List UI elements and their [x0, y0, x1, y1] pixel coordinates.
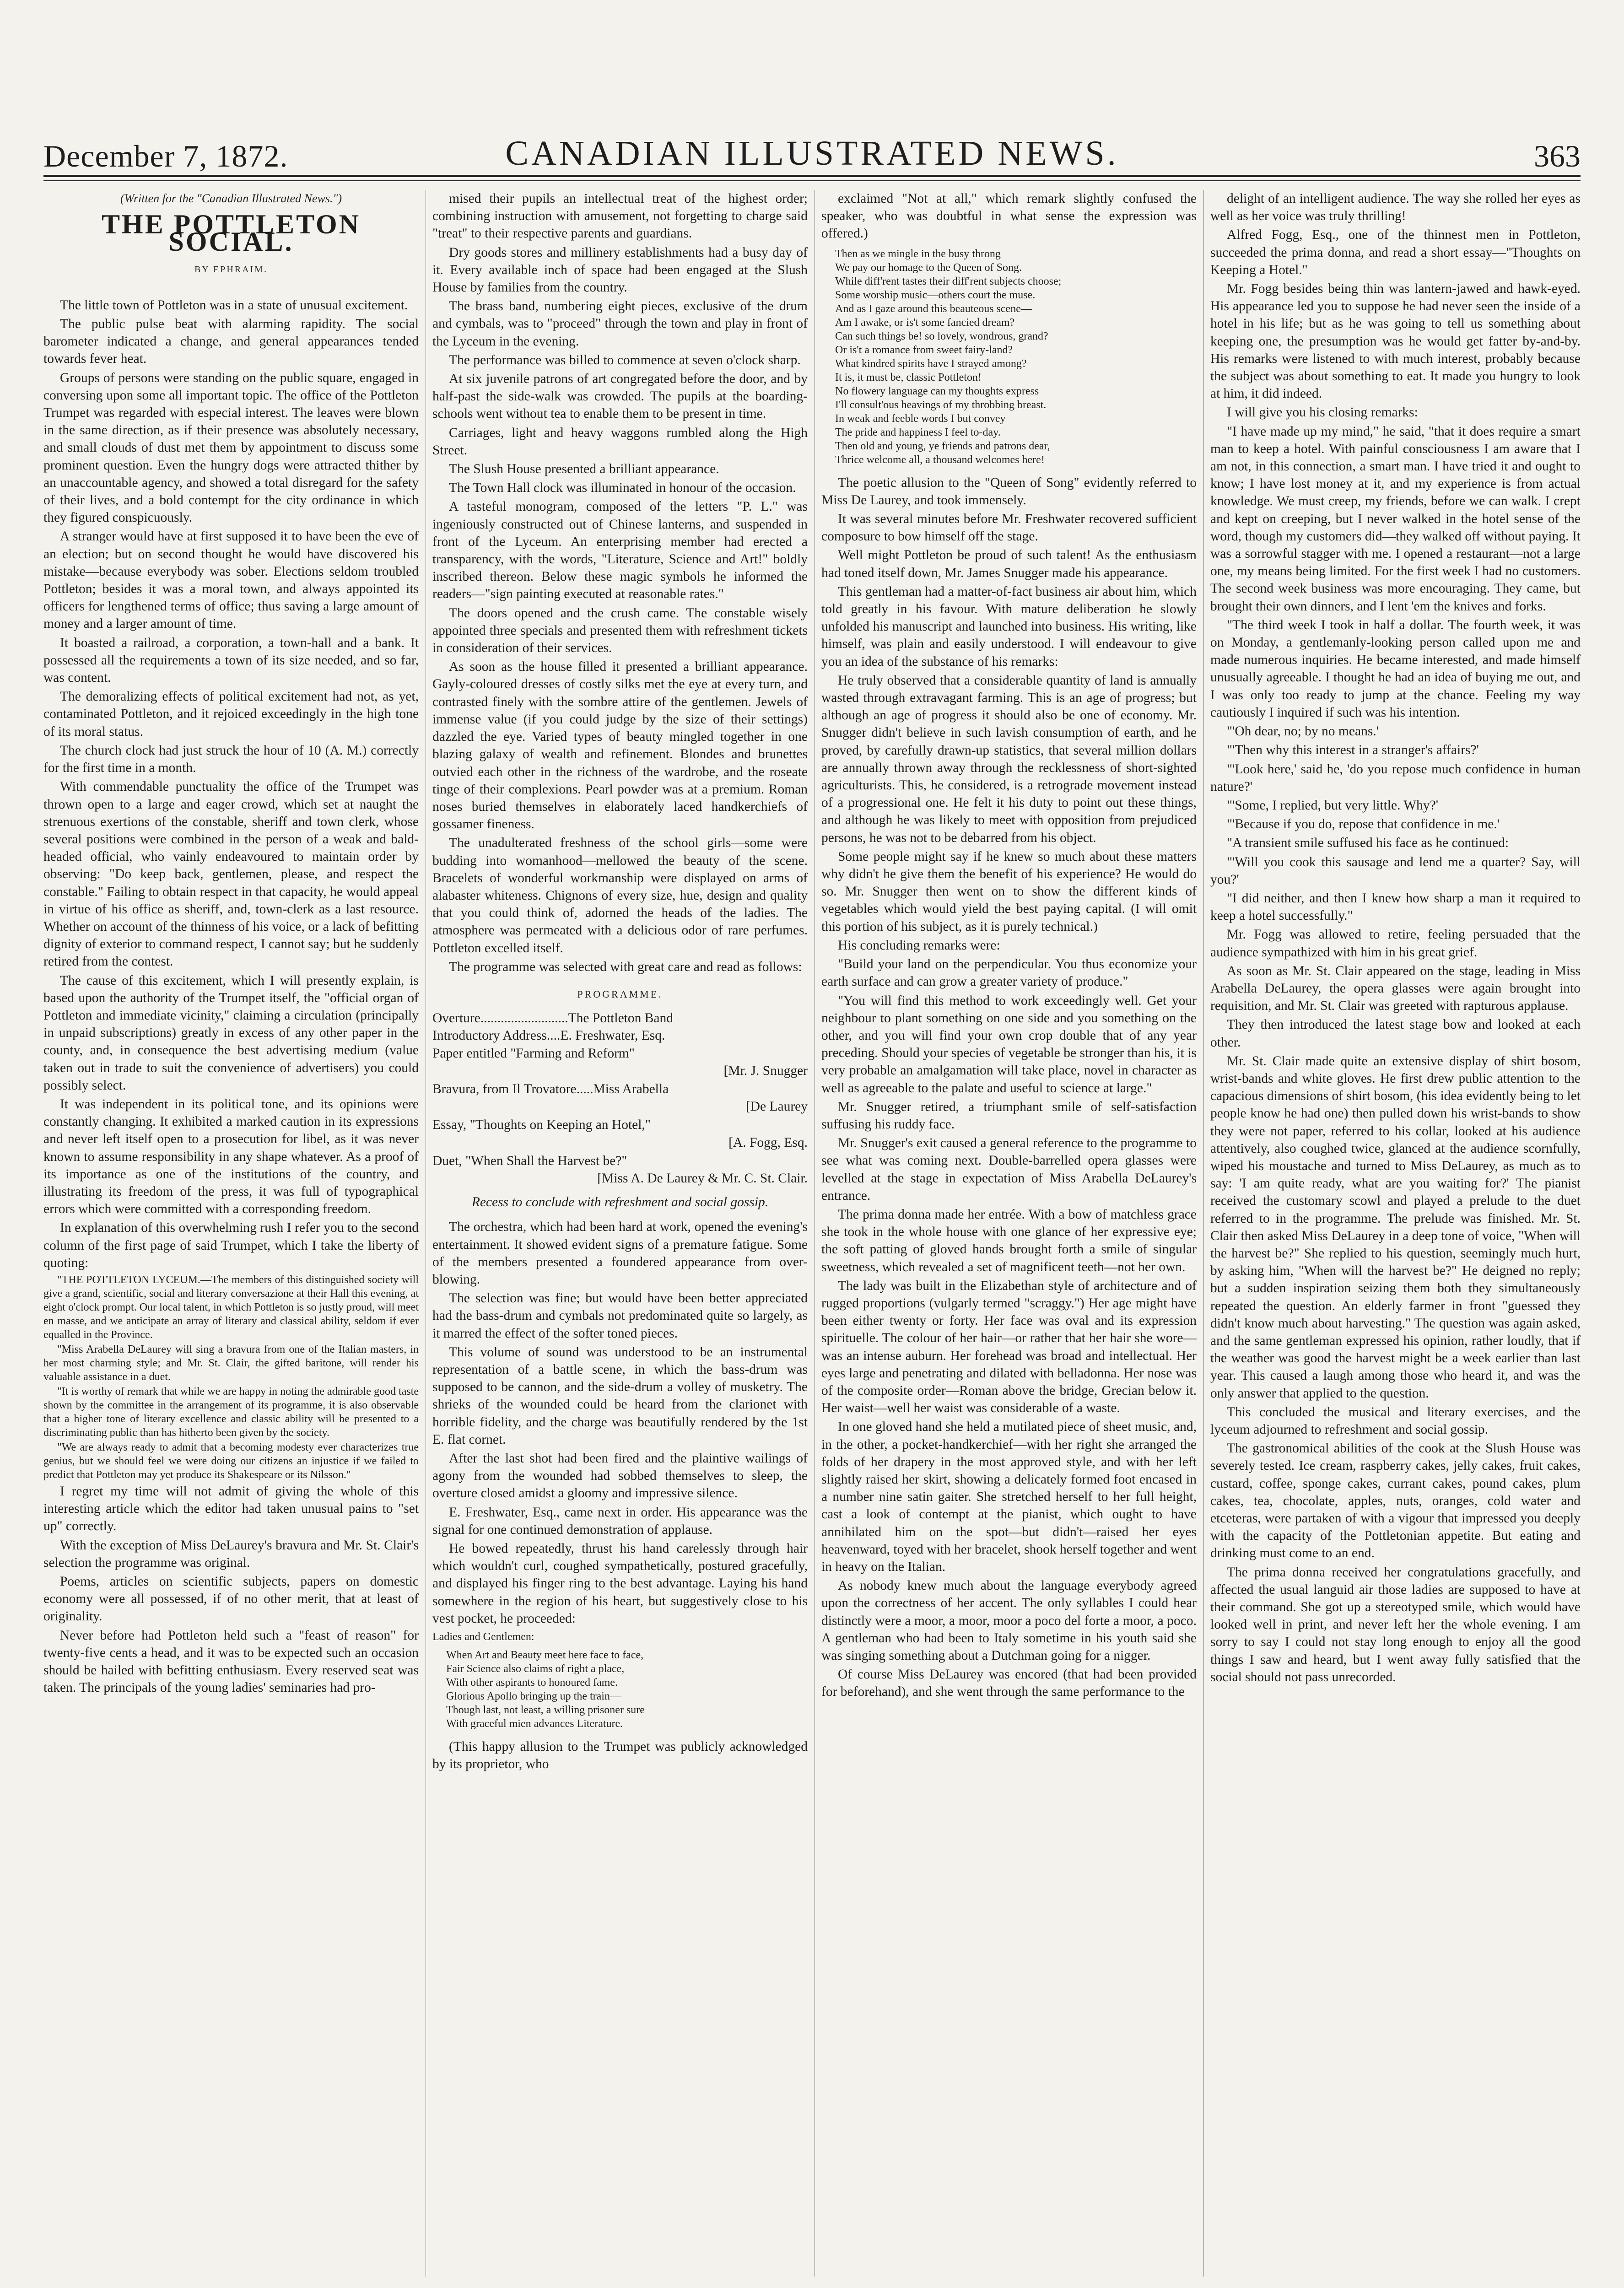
recess-note: Recess to conclude with refreshment and social gossip. [471, 1195, 769, 1210]
paragraph: The Slush House presented a brilliant appearance. [449, 462, 719, 477]
paragraph: With the exception of Miss DeLaurey's bravura and Mr. St. Clair's selection the programme was original. [43, 1538, 419, 1570]
paragraph: Dry goods stores and millinery establishments had a busy day of it. Every available inch of space had been engaged at the Slush House by families from the country. [432, 245, 808, 295]
paragraph: The lady was built in the Elizabethan style of architecture and of rugged proportions (vulgarly termed "scraggy.") Her age might have been either twenty or forty. Her face was oval and its expression spirituelle. The colour of her hair—or rather that her hair she wore—was an intense auburn. Her forehead was broad and intellectual. Her eyes large and penetrating and dilated with belladonna. Her nose was of the composite order—Roman above the bridge, Grecian below it. Her waist—well her waist was considerable of a waste. [821, 1278, 1197, 1416]
paragraph: Mr. Snugger's exit caused a general reference to the programme to see what was coming next. Double-barrelled opera glasses were levelled at the stage in expectation of Miss Arabella DeLaurey's entrance. [821, 1136, 1197, 1203]
verse-line: Thrice welcome all, a thousand welcomes here! [835, 453, 1045, 466]
paragraph: "'Oh dear, no; by no means.' [1227, 724, 1379, 739]
masthead [43, 134, 1581, 175]
paragraph: A tasteful monogram, composed of the letters "P. L." was ingeniously constructed out of Chinese lanterns, and suspended in front of the Lyceum. An enterprising member had erected a transparency, with the words, "Literature, Science and Art!" boldly inscribed thereon. Below these magic symbols he informed the readers—"sign painting executed at reasonable rates." [432, 499, 808, 602]
paragraph: "A transient smile suffused his face as he continued: [1227, 836, 1509, 851]
paragraph: The programme was selected with great care and read as follows: [449, 959, 802, 974]
page-number: 363 [1534, 139, 1581, 173]
programme-item: Paper entitled "Farming and Reform" [432, 1046, 635, 1061]
programme-item: Essay, "Thoughts on Keeping an Hotel," [432, 1117, 651, 1133]
paragraph-group [1210, 190, 1581, 1686]
paragraph: They then introduced the latest stage bow and looked at each other. [1210, 1017, 1581, 1050]
paragraph: He truly observed that a considerable quantity of land is annually wasted through extravagant farming. This is an age of progress; but although an age of progress it should also be one of economy. Mr. Snugger didn't believe in such lavish consumption of earth, and he proved, by carefully drawn-up statistics, that several million dollars are annually thrown away through the recklessness of short-sighted agriculturists. This, he considered, is a retrograde movement instead of a progressional one. He felt it his duty to point out these things, and although he was likely to meet with opposition from prejudiced persons, he was not to be debarred from his object. [821, 673, 1197, 845]
paragraph: The little town of Pottleton was in a state of unusual excitement. [60, 297, 408, 313]
paragraph: It was several minutes before Mr. Freshwater recovered sufficient composure to bow himself off the stage. [821, 512, 1197, 544]
paragraph: The gastronomical abilities of the cook at the Slush House was severely tested. Ice cream, raspberry cakes, jelly cakes, fruit cakes, custard, coffee, sponge cakes, currant cakes, pound cakes, plum cakes, tea, chocolate, apples, nuts, oranges, cold water and etceteras, were partaken of with a vigour that impressed you deeply with the capacity of the Pottletonian appetite. But eating and drinking must come to an end. [1210, 1441, 1581, 1561]
paragraph: I will give you his closing remarks: [1227, 405, 1418, 420]
paragraph: "'Look here,' said he, 'do you repose much confidence in human nature?' [1210, 761, 1581, 794]
quoted-paragraph: "THE POTTLETON LYCEUM.—The members of this distinguished society will give a grand, scientific, social and literary conversazione at their Hall this evening, at eight o'clock prompt. Our local talent, in which Pottleton is so justly proud, will meet en masse, and we anticipate an array of literary and classical ability, seldom if ever equalled in the Province. [43, 1274, 419, 1341]
paragraph: "I have made up my mind," he said, "that it does require a smart man to keep a hotel. With painful consciousness I am aware that I am not, in this connection, a smart man. I have tried it and ought to know; I have lost money at it, and my experience is from actual knowledge. We must creep, my friends, before we can walk. I crept and kept on creeping, but I never walked in the hotel sense of the word, though my customers did—they walked off without paying. It was a sorrowful stagger with me. I opened a restaurant—not a large one, my means being limited. For the first week I had no customers. The second week business was more encouraging. They came, but brought their own dinners, and I lent 'em the knives and forks. [1210, 424, 1581, 614]
verse-line: Some worship music—others court the muse. [835, 289, 1036, 301]
article-title: THE POTTLETON SOCIAL. [101, 209, 361, 257]
paragraph: Carriages, light and heavy waggons rumbled along the High Street. [432, 425, 808, 458]
paragraph: The public pulse beat with alarming rapidity. The social barometer indicated a change, and general appearances tended towards fever heat. [43, 317, 419, 367]
paragraph: In one gloved hand she held a mutilated piece of sheet music, and, in the other, a pocket-handkerchief—with her right she arranged the folds of her drapery in the most approved style, and with her left slightly raised her skirt, showing a delicately formed foot encased in a number nine satin gaiter. She stretched herself to her full height, cast a look of contempt at the pianist, which ought to have annihilated him on the spot—but didn't—raised her eyes heavenward, toyed with her bracelet, shook herself together and went in heavy on the Italian. [821, 1419, 1197, 1574]
paragraph: Mr. Fogg was allowed to retire, feeling persuaded that the audience sympathized with him in his great grief. [1210, 927, 1581, 960]
verse-line: I'll consult'ous heavings of my throbbing breast. [835, 399, 1047, 411]
verse-line: The pride and happiness I feel to-day. [835, 426, 1001, 438]
quoted-paragraph-group [43, 1273, 419, 1482]
paragraph: The Town Hall clock was illuminated in honour of the occasion. [449, 480, 796, 496]
paragraph: Of course Miss DeLaurey was encored (that had been provided for beforehand), and she went through the same performance to the [821, 1667, 1197, 1700]
column-divider [1203, 190, 1204, 2277]
paragraph: "'Some, I replied, but very little. Why?' [1227, 798, 1439, 813]
paragraph: Never before had Pottleton held such a "feast of reason" for twenty-five cents a head, and it was to be expected such an occasion should be hailed with befitting enthusiasm. Every reserved seat was taken. The principals of the young ladies' seminaries had pro- [43, 1628, 419, 1695]
programme-performer: [Miss A. De Laurey & Mr. C. St. Clair. [597, 1171, 808, 1186]
paragraph: After the last shot had been fired and the plaintive wailings of agony from the wounded had sobbed themselves to sleep, the overture closed amidst a gloomy and impressive silence. [432, 1451, 808, 1501]
paragraph: As nobody knew much about the language everybody agreed upon the correctness of her accent. The only syllables I could hear distinctly were a moor, a moor, moor a poco del forte a moor, a poco. A gentleman who had been to Italy sometime in his youth said she was singing something about a Dutchman going for a nigger. [821, 1578, 1197, 1663]
paragraph-group [432, 1218, 808, 1627]
verse-line: And as I gaze around this beauteous scene— [835, 302, 1032, 315]
paragraph-group [821, 190, 1197, 243]
paragraph: This volume of sound was understood to be an instrumental representation of a battle scene, in which the bass-drum was supposed to be cannon, and the side-drum a volley of musketry. The shrieks of the wounded could be heard from the clarionet with horrible fidelity, and the charge was beautifully rendered by the 1st E. flat cornet. [432, 1344, 808, 1447]
quoted-paragraph: "It is worthy of remark that while we are happy in noting the admirable good taste shown by the committee in the arrangement of its programme, it is also observable that a higher tone of literary excellence and classic ability will be presented to a discriminating public than has hitherto been given by the society. [43, 1385, 419, 1439]
paragraph: "Build your land on the perpendicular. You thus economize your earth surface and can grow a greater variety of produce." [821, 957, 1197, 989]
paragraph: He bowed repeatedly, thrust his hand carelessly through hair which wouldn't curl, coughed sympathetically, postured gracefully, and displayed his finger ring to the best advantage. Laying his hand somewhere in the region of his heart, but suggestively close to his vest pocket, he proceeded: [432, 1541, 808, 1626]
paragraph: Alfred Fogg, Esq., one of the thinnest men in Pottleton, succeeded the prima donna, and read a short essay—"Thoughts on Keeping a Hotel." [1210, 227, 1581, 277]
paragraph: exclaimed "Not at all," which remark slightly confused the speaker, who was doubtful in what sense the expression was offered.) [821, 191, 1197, 241]
paragraph-group [432, 190, 808, 976]
paragraph-group [43, 1483, 419, 1696]
paragraph: mised their pupils an intellectual treat of the highest order; combining instruction with amusement, not forgetting to charge said "treat" to their respective parents and guardians. [432, 191, 808, 241]
column-3 [821, 190, 1197, 2277]
column-2 [432, 190, 808, 2277]
verse-line: Though last, not least, a willing prisoner sure [446, 1704, 645, 1716]
verse-line: Or is't a romance from sweet fairy-land? [835, 344, 1013, 356]
paragraph: "'Then why this interest in a stranger's affairs?' [1227, 743, 1479, 758]
programme-item: Duet, "When Shall the Harvest be?" [432, 1153, 627, 1168]
programme-item: Bravura, from Il Trovatore.....Miss Arabella [432, 1081, 669, 1096]
paragraph: A stranger would have at first supposed it to have been the eve of an election; but on second thought he would have discovered his mistake—because everybody was sober. Elections seldom troubled Pottleton; besides it was a moral town, and always appointed its officers for lengthened terms of office; thus saving a large amount of money and a larger amount of time. [43, 529, 419, 631]
paragraph: This concluded the musical and literary exercises, and the lyceum adjourned to refreshment and social gossip. [1210, 1404, 1581, 1437]
verse-block [821, 247, 1197, 467]
paragraph: The orchestra, which had been hard at work, opened the evening's entertainment. It showed evident signs of a premature fatigue. Some of the members presented a foundered appearance from over-blowing. [432, 1220, 808, 1287]
paragraph: With commendable punctuality the office of the Trumpet was thrown open to a large and eager crowd, which set at naught the strenuous exertions of the constable, sheriff and town clerk, whose several positions were combined in the person of a weak and bald-headed official, who vainly endeavoured to maintain order by observing: "Do keep back, gentlemen, please, and respect the constable." Failing to obtain respect in that capacity, he would appeal in virtue of his office as sheriff, and, town-clerk as a last resource. Whether on account of the thinness of his voice, or a lack of befitting dignity of exterior to command respect, I cannot say; but he suddenly retired from the contest. [43, 779, 419, 969]
paragraph: This gentleman had a matter-of-fact business air about him, which told greatly in his favour. With mature deliberation he slowly unfolded his manuscript and launched into business. His writing, like himself, was plain and easily understood. I will endeavour to give you an idea of the substance of his remarks: [821, 584, 1197, 669]
paragraph: Mr. Snugger retired, a triumphant smile of self-satisfaction suffusing his ruddy face. [821, 1099, 1197, 1132]
verse-line: What kindred spirits have I strayed among? [835, 357, 1027, 370]
verse-line: In weak and feeble words I but convey [835, 412, 1006, 425]
paragraph-group [821, 474, 1197, 1701]
paragraph: Poems, articles on scientific subjects, papers on domestic economy were all possessed, if of no other merit, that at least of originality. [43, 1574, 419, 1624]
paragraph: The selection was fine; but would have been better appreciated had the bass-drum and cymbals not predominated quite so largely, as it marred the effect of the softer toned pieces. [432, 1291, 808, 1341]
paragraph: The church clock had just struck the hour of 10 (A. M.) correctly for the first time in a month. [43, 743, 419, 776]
paragraph: Mr. Fogg besides being thin was lantern-jawed and hawk-eyed. His appearance led you to suppose he had never seen the inside of a hotel in his life; but as he was going to tell us something about keeping one, the presumption was he would get fatter by-and-by. His remarks were listened to with much interest, probably because the subject was about something to eat. It made you hungry to look at him, it did indeed. [1210, 281, 1581, 401]
paragraph: As soon as Mr. St. Clair appeared on the stage, leading in Miss Arabella DeLaurey, the opera glasses were again brought into requisition, and Mr. St. Clair was greeted with rapturous applause. [1210, 963, 1581, 1014]
verse-line: It is, it must be, classic Pottleton! [835, 371, 982, 383]
paragraph: The prima donna made her entrée. With a bow of matchless grace she took in the whole house with one glance of her expressive eye; the soft patting of gloved hands brought forth a smile of singular sweetness, which revealed a set of magnificent teeth—not her own. [821, 1207, 1197, 1274]
verse-line: Glorious Apollo bringing up the train— [446, 1690, 621, 1703]
paragraph: The performance was billed to commence at seven o'clock sharp. [449, 352, 801, 367]
paragraph: "I did neither, and then I knew how sharp a man it required to keep a hotel successfully." [1210, 890, 1581, 923]
paragraph: As soon as the house filled it presented a brilliant appearance. Gayly-coloured dresses of costly silks met the eye at every turn, and contrasted finely with the sombre attire of the gentlemen. Jewels of immense value (if you could judge by the size of their settings) dazzled the eye. Varied types of beauty mingled together in one blazing galaxy of wealth and refinement. Blondes and brunettes outvied each other in the richness of the wardrobe, and the roseate tinge of their complexions. Pearl powder was at a premium. Roman noses buried themselves in elaborately laced handkerchiefs of gossamer fineness. [432, 659, 808, 832]
paragraph: "'Because if you do, repose that confidence in me.' [1227, 817, 1500, 832]
programme-performer: [Mr. J. Snugger [723, 1063, 808, 1078]
paragraph: His concluding remarks were: [838, 938, 1000, 953]
paragraph: delight of an intelligent audience. The way she rolled her eyes as well as her voice was truly thrilling! [1210, 191, 1581, 224]
masthead-rule-thin [43, 180, 1581, 181]
paragraph: The unadulterated freshness of the school girls—some were budding into womanhood—mellowed the beauty of the scene. Bracelets of wonderful workmanship were displayed on arms of alabaster whiteness. Chignons of every size, hue, design and quality that you could think of, adorned the heads of the ladies. The atmosphere was permeated with a delicious odor of rare perfumes. Pottleton excelled itself. [432, 836, 808, 955]
paragraph: The poetic allusion to the "Queen of Song" evidently referred to Miss De Laurey, and took immensely. [821, 475, 1197, 507]
quoted-paragraph: "We are always ready to admit that a becoming modesty ever characterizes true genius, but we should feel we were doing our citizens an injustice if we failed to predict that Pottleton may yet produce its Shakespeare or its Nilsson." [43, 1441, 419, 1481]
paragraph: In explanation of this overwhelming rush I refer you to the second column of the first page of said Trumpet, which I take the liberty of quoting: [43, 1220, 419, 1270]
paragraph: (This happy allusion to the Trumpet was publicly acknowledged by its proprietor, who [432, 1739, 808, 1772]
verse-line: Then as we mingle in the busy throng [835, 248, 1001, 260]
paragraph-group [43, 297, 419, 1272]
paragraph: The prima donna received her congratulations gracefully, and affected the usual languid air those ladies are supposed to have at their command. She got up a stereotyped smile, which would have looked well in print, and never left her the whole evening. I am sorry to say I could not stay long enough to enjoy all the good things I saw and heard, but I went away fully satisfied that the social should not pass unrecorded. [1210, 1565, 1581, 1684]
programme-performer: [A. Fogg, Esq. [728, 1135, 808, 1150]
paragraph-group [432, 1738, 808, 1773]
quoted-paragraph: "Miss Arabella DeLaurey will sing a bravura from one of the Italian masters, in her most charming style; and Mr. St. Clair, the gifted baritone, will render his valuable assistance in a duet. [43, 1343, 419, 1383]
paragraph: "The third week I took in half a dollar. The fourth week, it was on Monday, a gentlemanly-looking person called upon me and made numerous inquiries. He became interested, and made himself unusually agreeable. I thought he had an idea of buying me out, and I was only too ready to jump at the chance. Feeling my way cautiously I inquired if such was his intention. [1210, 617, 1581, 720]
paragraph: The cause of this excitement, which I will presently explain, is based upon the authority of the Trumpet itself, the "official organ of Pottleton and immediate vicinity," claiming a circulation (principally in unpaid subscriptions) greatly in excess of any other paper in the county, and, in consequence the best advertising medium (value taken out in trade to suit the convenience of advertisers) you could possibly select. [43, 973, 419, 1093]
paragraph: Mr. St. Clair made quite an extensive display of shirt bosom, wrist-bands and white gloves. He first drew public attention to the capacious dimensions of shirt bosom, (his idea evidently being to let people know he had one) then pulled down his wrist-bands to show they were not paper, referred to his collar, looked at his audience attentively, also coughed twice, glanced at the audience scornfully, wiped his moustache and turned to Miss DeLaurey, as much as to say: 'I am quite ready, what are you waiting for?' The pianist received the customary scowl and played a prelude to the duet referred to in the programme. The prelude was finished. Mr. St. Clair then asked Miss DeLaurey in a deep tone of voice, "When will the harvest be?" She replied to his question, seemingly much hurt, by asking him, "When will the harvest be?" He deigned no reply; but a sudden inspiration seizing them both they simultaneously repeated the question. An elderly farmer in front "guessed they didn't know much about harvesting." The question was again asked, and the same gentleman expressed his opinion, rather loudly, that if the weather was good the harvest might be a week earlier than last year. This caused a laugh among those who heard it, and was the only answer that applied to the question. [1210, 1053, 1581, 1401]
programme-performer: [De Laurey [745, 1099, 808, 1114]
verse-block [432, 1648, 808, 1731]
paragraph: "You will find this method to work exceedingly well. Get your neighbour to plant something on one side and you something on the other, and you will find your own crop double that of any year preceding. Should your species of vegetable be stronger than his, it is very probable an amalgamation will take place, novel in character as well as agreeable to the palate and useful to science at large." [821, 993, 1197, 1095]
paragraph: The brass band, numbering eight pieces, exclusive of the drum and cymbals, was to "proceed" through the town and play in front of the Lyceum in the evening. [432, 299, 808, 349]
article-byline: BY EPHRAIM. [194, 264, 268, 275]
verse-line: When Art and Beauty meet here face to face, [446, 1649, 644, 1662]
paragraph: I regret my time will not admit of giving the whole of this interesting article which the editor had taken unusual pains to "set up" correctly. [43, 1484, 419, 1534]
column-4 [1210, 190, 1581, 2277]
verse-line: We pay our homage to the Queen of Song. [835, 261, 1022, 274]
verse-line: Fair Science also claims of right a place, [446, 1663, 625, 1675]
verse-line: Am I awake, or is't some fancied dream? [835, 316, 1015, 329]
paragraph: The demoralizing effects of political excitement had not, as yet, contaminated Pottleton, and it rejoiced exceedingly in the high tone of its moral status. [43, 689, 419, 739]
paragraph: It boasted a railroad, a corporation, a town-hall and a bank. It possessed all the requirements a town of its size needed, and so far, was content. [43, 635, 419, 685]
verse-line: With graceful mien advances Literature. [446, 1718, 623, 1730]
verse-line: While diff'rent tastes their diff'rent subjects choose; [835, 275, 1062, 287]
verse-salutation: Ladies and Gentlemen: [432, 1631, 534, 1643]
paragraph: Groups of persons were standing on the public square, engaged in conversing upon some all important topic. The office of the Pottleton Trumpet was regarded with especial interest. The leaves were blown in the same direction, as if their presence was absolutely necessary, and small clouds of dust met them by appointment to discuss some prominent question. Even the hungry dogs were attracted thither by an unaccountable agency, and showed a total disregard for the safety of their lives, and a bold contempt for the city ordinance in which they figured conspicuously. [43, 370, 419, 525]
verse-line: Then old and young, ye friends and patrons dear, [835, 440, 1050, 452]
programme-heading: PROGRAMME. [577, 988, 663, 1000]
programme-item: Introductory Address....E. Freshwater, Esq. [432, 1028, 665, 1043]
paragraph: The doors opened and the crush came. The constable wisely appointed three specials and presented them with refreshment tickets in consideration of their services. [432, 605, 808, 656]
paragraph: Some people might say if he knew so much about these matters why didn't he give them the benefit of his experience? He would do so. Mr. Snugger then went on to show the different kinds of vegetables which would yield the best paying capital. (I will omit this portion of his subject, as it is purely technical.) [821, 849, 1197, 934]
masthead-rule [43, 175, 1581, 177]
newspaper-title: CANADIAN ILLUSTRATED NEWS. [505, 134, 1119, 173]
paragraph: "'Will you cook this sausage and lend me a quarter? Say, will you?' [1210, 854, 1581, 887]
issue-date: December 7, 1872. [43, 139, 288, 173]
verse-line: Can such things be! so lovely, wondrous, grand? [835, 330, 1048, 342]
paragraph: Well might Pottleton be proud of such talent! As the enthusiasm had toned itself down, Mr. James Snugger made his appearance. [821, 548, 1197, 580]
programme-list [432, 1009, 808, 1187]
verse-line: No flowery language can my thoughts express [835, 385, 1039, 397]
paragraph: It was independent in its political tone, and its opinions were constantly changing. It exhibited a marked caution in its expressions and never left itself open to a prosecution for libel, as it was never known to assume responsibility in any shape whatever. As a proof of its importance as one of the institutions of the country, and illustrating its freedom of the press, it was full of typographical errors which were committed with a corresponding freedom. [43, 1096, 419, 1217]
paragraph: E. Freshwater, Esq., came next in order. His appearance was the signal for one continued demonstration of applause. [432, 1505, 808, 1537]
column-1 [43, 190, 419, 2277]
programme-item: Overture..........................The Pottleton Band [432, 1011, 674, 1026]
paragraph: At six juvenile patrons of art congregated before the door, and by half-past the side-walk was crowded. The pupils at the boarding-schools went without tea to enable them to be present in time. [432, 372, 808, 421]
article-credit: (Written for the "Canadian Illustrated News.") [120, 192, 342, 205]
verse-line: With other aspirants to honoured fame. [446, 1677, 618, 1689]
